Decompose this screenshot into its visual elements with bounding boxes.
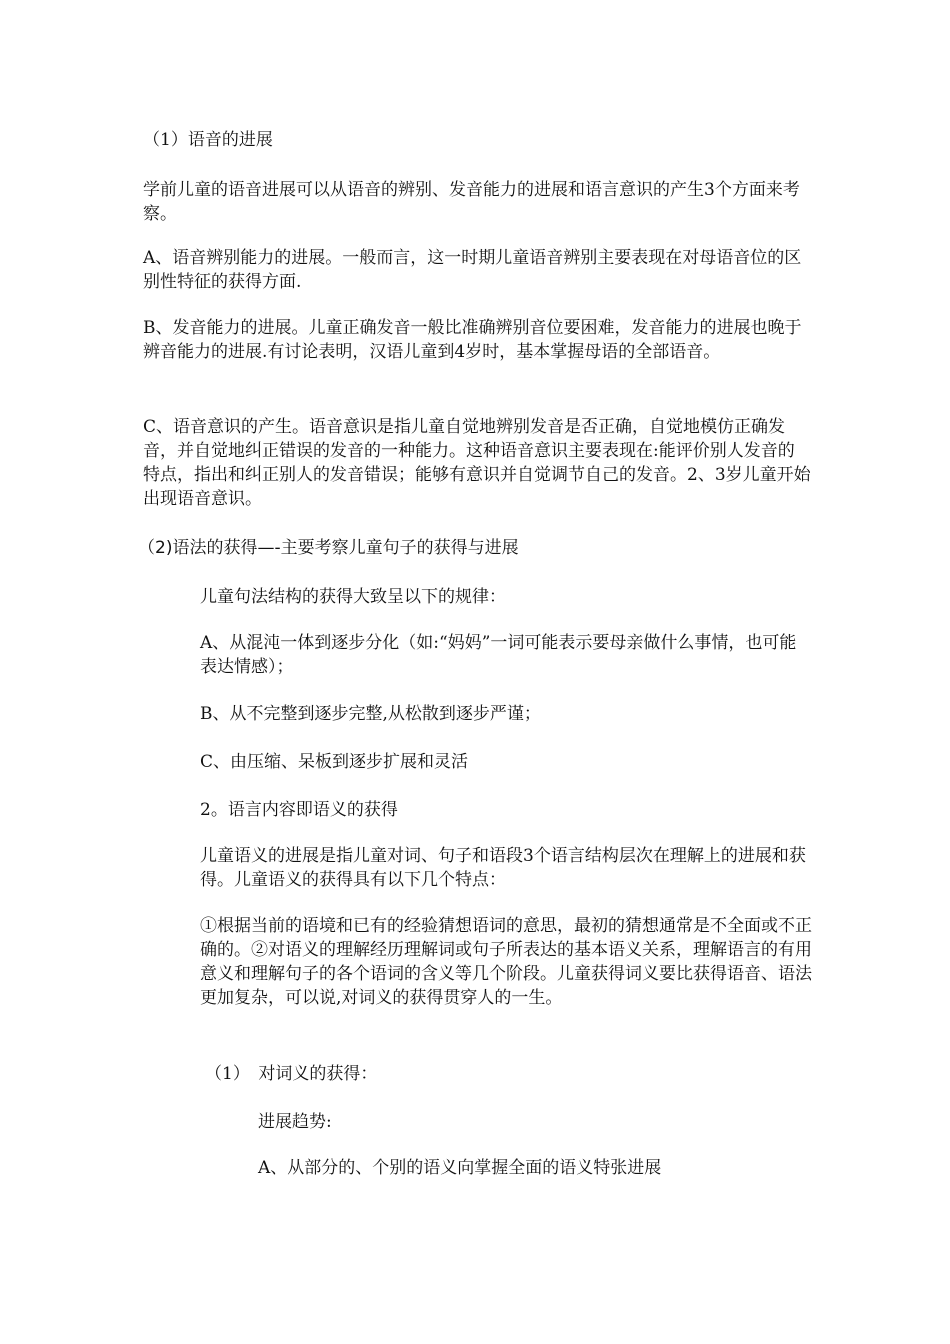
paragraph-c-awareness: C、语音意识的产生。语音意识是指儿童自觉地辨别发音是否正确，自觉地模仿正确发音，并自觉地纠正错误的发音的一种能力。这种语音意识主要表现在:能评价别人发音的特点，指出和纠正别人的发音错误；能够有意识并自觉调节自己的发音。2、3岁儿童开始出现语音意识。: [143, 417, 811, 509]
heading-grammar: （2)语法的获得—-主要考察儿童句子的获得与进展: [138, 538, 519, 558]
paragraph-b-pronunciation: B、发音能力的进展。儿童正确发音一般比准确辨别音位要困难，发音能力的进展也晚于辨音能力的进展.有讨论表明，汉语儿童到4岁时，基本掌握母语的全部语音。: [143, 318, 802, 362]
paragraph-syntax-rules: 儿童句法结构的获得大致呈以下的规律：: [200, 587, 506, 607]
list-item-b: B、从不完整到逐步完整,从松散到逐步严谨；: [200, 704, 541, 724]
heading-semantics: 2。语言内容即语义的获得: [200, 800, 398, 820]
subheading-trend: 进展趋势:: [258, 1112, 332, 1132]
paragraph-semantic-features: ①根据当前的语境和已有的经验猜想语词的意思，最初的猜想通常是不全面或不正确的。②对语义的理解经历理解词或句子所表达的基本语义关系，理解语言的有用意义和理解句子的各个语词的含义等几个阶段。儿童获得词义要比获得语音、语法更加复杂，可以说,对词义的获得贯穿人的一生。: [200, 916, 812, 1008]
heading-word-meaning: （1） 对词义的获得：: [205, 1064, 378, 1084]
paragraph-semantics: 儿童语义的进展是指儿童对词、句子和语段3个语言结构层次在理解上的进展和获得。儿童语义的获得具有以下几个特点：: [200, 846, 806, 890]
list-item-a: A、从混沌一体到逐步分化（如:“妈妈”一词可能表示要母亲做什么事情，也可能表达情感）；: [200, 633, 797, 677]
paragraph-intro: 学前儿童的语音进展可以从语音的辨别、发音能力的进展和语言意识的产生3个方面来考察。: [143, 180, 800, 224]
trend-item-a: A、从部分的、个别的语义向掌握全面的语义特张进展: [258, 1158, 662, 1178]
heading-phonetics: （1）语音的进展: [143, 130, 273, 150]
paragraph-a-discrimination: A、语音辨别能力的进展。一般而言，这一时期儿童语音辨别主要表现在对母语音位的区别性特征的获得方面.: [143, 248, 802, 292]
list-item-c: C、由压缩、呆板到逐步扩展和灵活: [200, 752, 469, 772]
